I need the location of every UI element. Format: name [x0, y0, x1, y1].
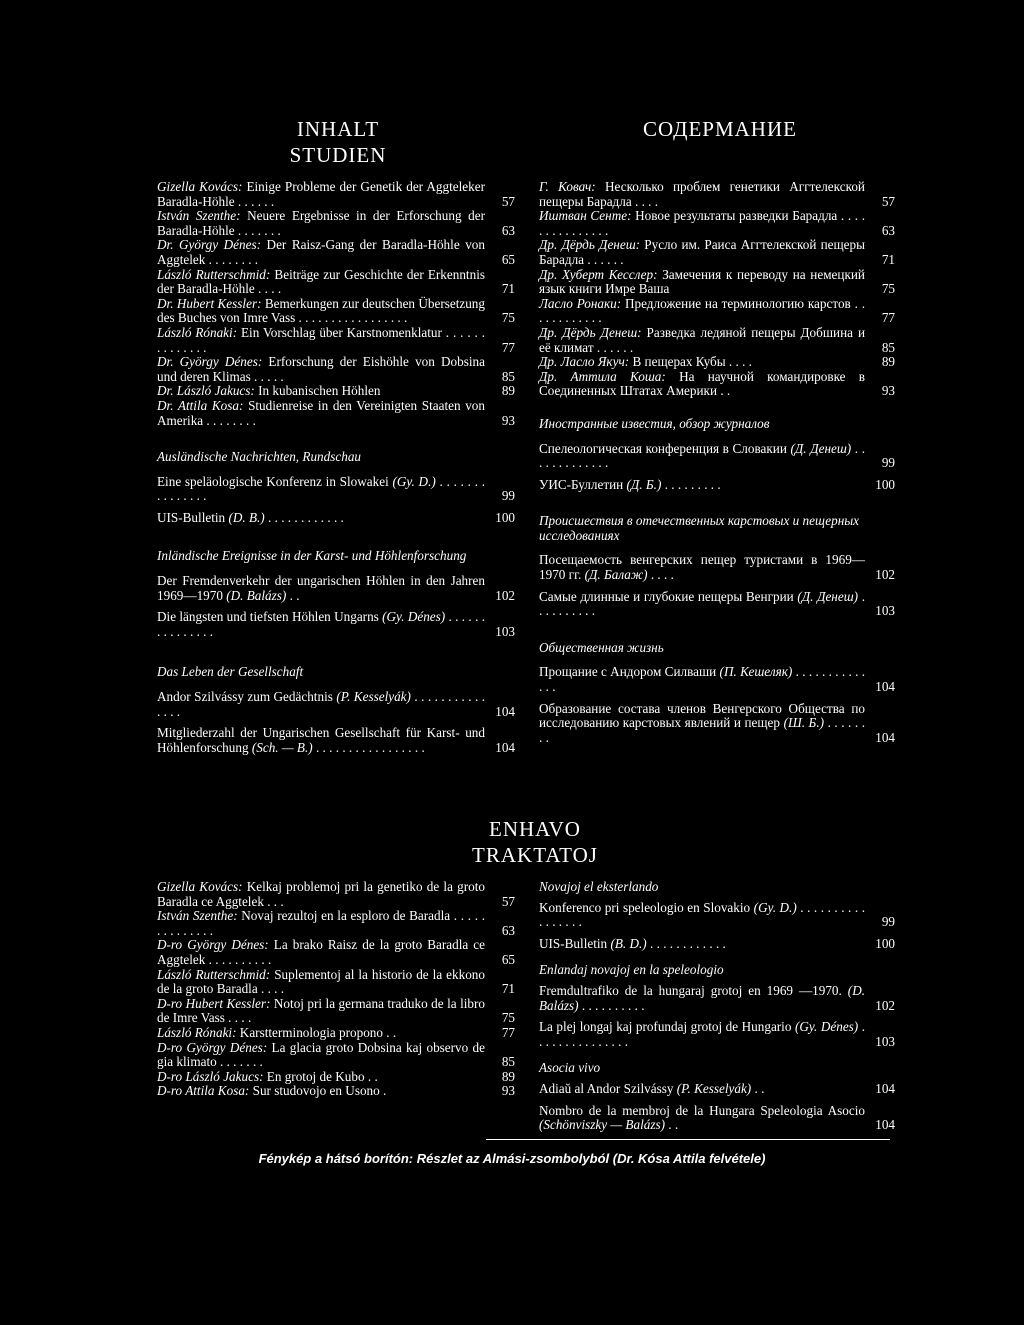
toc-entry-page: 71	[881, 251, 895, 267]
toc-entry-author: László Rutterschmid:	[157, 266, 271, 282]
toc-russian	[539, 180, 895, 745]
toc-entry-page: 100	[875, 935, 895, 951]
toc-entry-title: Mitgliederzahl der Ungarischen Gesellschaft für Karst- und Höhlenforschung	[157, 725, 485, 755]
caption-rule	[486, 1139, 890, 1140]
toc-entry-credit: (Д. Денеш)	[797, 588, 859, 604]
toc-entry-title: Adiaŭ al Andor Szilvássy	[539, 1080, 674, 1096]
toc-entry-page: 71	[501, 981, 515, 997]
toc-entry	[539, 238, 895, 267]
toc-entry-page: 71	[501, 281, 515, 297]
toc-entry	[157, 938, 515, 967]
toc-entry	[157, 574, 515, 603]
toc-entry-page: 65	[501, 951, 515, 967]
toc-entry-title: Образование состава членов Венгерского Общества по исследованию карстовых явлений и пещер	[539, 700, 865, 731]
toc-entry-page: 63	[501, 922, 515, 938]
toc-entry-page: 93	[501, 1083, 515, 1099]
toc-entry-leader: . . . . . . . . . . . . . .	[539, 664, 866, 695]
toc-entry	[157, 475, 515, 504]
heading-inhalt	[256, 116, 420, 168]
toc-entry-page: 77	[501, 1024, 515, 1040]
toc-entry	[539, 553, 895, 582]
toc-entry-author: Др. Хуберт Кесслер:	[539, 266, 658, 282]
toc-entry-author: László Rutterschmid:	[157, 966, 271, 982]
toc-entry-title: Die längsten und tiefsten Höhlen Ungarns	[157, 609, 379, 625]
heading-traktatoj: TRAKTATOJ	[472, 843, 598, 867]
toc-entry-title: Der Raisz-Gang der Baradla-Höhle von Aggtelek . . . . . . . .	[157, 237, 485, 267]
toc-entry-page: 75	[501, 310, 515, 326]
toc-entry-page: 102	[875, 997, 895, 1013]
toc-entry-title: Русло им. Раиса Аггтелекской пещеры Барадла . . . . . .	[539, 237, 865, 267]
toc-entry-credit: (Д. Балаж)	[584, 567, 648, 583]
toc-entry-title: Предложение на терминологию карстов . . . . . . . . . . . .	[539, 295, 865, 326]
toc-entry-author: István Szenthe:	[157, 208, 241, 224]
toc-entry-title: Konferenco pri speleologio en Slovakio	[539, 899, 751, 915]
toc-entry-leader: . .	[289, 587, 300, 603]
toc-entry	[539, 297, 895, 326]
toc-entry	[157, 1041, 515, 1070]
toc-entry	[539, 478, 895, 493]
toc-entry-title: Sur studovojo en Usono .	[252, 1083, 387, 1099]
toc-entry-page: 99	[881, 914, 895, 930]
toc-german-foreign-heading: Ausländische Nachrichten, Rundschau	[157, 449, 362, 465]
toc-entry	[539, 370, 895, 399]
toc-entry-title: Самые длинные и глубокие пещеры Венгрии	[539, 588, 794, 604]
toc-entry-page: 65	[501, 251, 515, 267]
toc-entry	[539, 1104, 895, 1133]
toc-esperanto-foreign	[539, 901, 895, 952]
toc-entry-leader: . . . . . . . . . . . . . . .	[157, 689, 486, 719]
toc-entry	[157, 209, 515, 238]
toc-german-society	[157, 690, 515, 755]
toc-german-domestic-heading: Inländische Ereignisse in der Karst- und Höhlenforschung	[157, 548, 467, 564]
toc-entry-page: 104	[875, 1080, 895, 1096]
toc-entry-title: УИС-Буллетин	[539, 476, 624, 492]
toc-entry-page: 100	[495, 509, 515, 525]
toc-entry	[539, 665, 895, 694]
toc-entry-leader: . . . . . . . . . . . . . . .	[539, 1019, 866, 1049]
toc-entry-page: 89	[501, 1068, 515, 1084]
toc-entry-page: 104	[495, 703, 515, 719]
toc-entry	[539, 1082, 895, 1097]
toc-entry	[157, 997, 515, 1026]
toc-entry-author: László Rónaki:	[157, 1024, 237, 1040]
toc-entry-leader: . . . . . . . . .	[664, 476, 721, 492]
toc-entry-title: La plej longaj kaj profundaj grotoj de Hungario	[539, 1019, 792, 1035]
toc-entry-title: UIS-Bulletin	[539, 935, 608, 951]
toc-entry-author: D-ro Attila Kosa:	[157, 1083, 250, 1099]
toc-entry-credit: (Gy. Dénes)	[794, 1019, 859, 1035]
toc-entry	[539, 901, 895, 930]
toc-entry	[157, 968, 515, 997]
toc-entry-leader: . . . . . . . . . . . .	[268, 509, 344, 525]
toc-entry	[539, 590, 895, 619]
toc-entry-title: Nombro de la membroj de la Hungara Speleologia Asocio	[539, 1102, 865, 1118]
toc-entry-credit: (D. Balázs)	[226, 587, 287, 603]
heading-enhavo	[440, 816, 630, 868]
toc-entry	[157, 909, 515, 938]
toc-entry	[157, 268, 515, 297]
toc-entry-author: Др. Аттила Коша:	[539, 368, 666, 384]
toc-entry-leader: . . . . . . . . . . . .	[650, 935, 726, 951]
toc-entry-credit: (Gy. Dénes)	[382, 609, 446, 625]
toc-entry-leader: . . . . . . . . . . . . . . .	[157, 609, 486, 639]
toc-entry-page: 93	[501, 412, 515, 428]
toc-entry	[157, 690, 515, 719]
toc-entry-credit: (D. B.)	[228, 509, 265, 525]
toc-entry-title: Посещаемость венгерских пещер туристами в 1969—1970 гг.	[539, 552, 865, 583]
toc-entry-title: Studienreise in den Vereinigten Staaten von Amerika . . . . . . . .	[157, 397, 485, 428]
toc-russian-foreign	[539, 442, 895, 493]
toc-entry	[157, 297, 515, 326]
toc-entry-leader: . .	[754, 1080, 765, 1096]
toc-entry-title: Novaj rezultoj en la esploro de Baradla . . . . . . . . . . . . . .	[157, 908, 486, 938]
toc-entry-credit: (Gy. D.)	[753, 899, 797, 915]
toc-entry-leader: . . . .	[650, 567, 674, 583]
toc-entry-author: D-ro Hubert Kessler:	[157, 995, 271, 1011]
toc-entry-page: 100	[875, 476, 895, 492]
toc-entry-author: Др. Ласло Якуч:	[539, 354, 630, 370]
toc-entry-title: Beiträge zur Geschichte der Erkenntnis der Baradla-Höhle . . . .	[157, 266, 485, 297]
toc-russian-society	[539, 665, 895, 745]
toc-entry-page: 57	[501, 893, 515, 909]
toc-entry	[539, 984, 895, 1013]
toc-entry	[157, 326, 515, 355]
toc-entry-page: 102	[875, 567, 895, 583]
toc-russian-foreign-heading: Иностранные известия, обзор журналов	[539, 415, 770, 431]
toc-entry-leader: . . . . . . . . . . . . . . . . .	[539, 899, 865, 930]
toc-entry-author: D-ro György Dénes:	[157, 937, 269, 953]
toc-entry-credit: (Gy. D.)	[392, 473, 436, 489]
toc-entry	[157, 726, 515, 755]
toc-entry-page: 104	[495, 739, 515, 755]
toc-entry-page: 75	[501, 1010, 515, 1026]
toc-entry-page: 103	[875, 1033, 895, 1049]
toc-entry-leader: . . . . . . . . . .	[539, 588, 865, 619]
toc-entry-title: Bemerkungen zur deutschen Übersetzung des Buches von Imre Vass . . . . . . . . . . . . . . . . .	[157, 295, 485, 326]
toc-entry	[539, 326, 895, 355]
toc-entry-page: 57	[501, 193, 515, 209]
toc-esperanto-articles	[157, 880, 515, 1099]
toc-entry	[539, 355, 895, 370]
toc-entry-title: Suplementoj al la historio de la ekkono de la groto Baradla . . . .	[157, 966, 485, 997]
toc-entry-title: Der Fremdenverkehr der ungarischen Höhlen in den Jahren 1969—1970	[157, 573, 485, 603]
toc-entry-author: Ласло Ронаки:	[539, 295, 622, 311]
toc-german	[157, 180, 515, 755]
toc-entry-title: Andor Szilvássy zum Gedächtnis	[157, 689, 333, 705]
toc-entry-author: Dr. Attila Kosa:	[157, 397, 244, 413]
toc-russian-studies	[539, 180, 895, 399]
toc-russian-society-heading: Общественная жизнь	[539, 639, 664, 655]
toc-entry-credit: (B. D.)	[610, 935, 647, 951]
back-cover-caption: Fénykép a hátsó borítón: Részlet az Almási-zsombolyból (Dr. Kósa Attila felvétele)	[258, 1151, 766, 1166]
toc-entry	[539, 937, 895, 952]
toc-entry-title: Neuere Ergebnisse in der Erforschung der Baradla-Höhle . . . . . . .	[157, 208, 486, 238]
toc-entry	[157, 238, 515, 267]
toc-entry-title: Замечения к переводу на немецкий язык книги Имре Ваша	[539, 266, 865, 297]
toc-entry	[539, 268, 895, 297]
toc-entry-page: 85	[881, 339, 895, 355]
toc-entry-author: Gizella Kovács:	[157, 879, 243, 894]
toc-entry-title: Eine speläologische Konferenz in Slowakei	[157, 473, 389, 489]
toc-entry-page: 104	[875, 1117, 895, 1133]
toc-entry-leader: . . . . . . . .	[539, 715, 866, 745]
toc-entry	[157, 1070, 515, 1085]
toc-entry-page: 103	[875, 603, 895, 619]
toc-russian-domestic-heading: Происшествия в отечественных карстовых и пещерных исследованиях	[539, 513, 860, 543]
toc-entry-page: 63	[501, 222, 515, 238]
toc-esperanto-domestic	[539, 984, 895, 1049]
toc-entry	[157, 610, 515, 639]
toc-entry-title: UIS-Bulletin	[157, 509, 226, 525]
heading-soderzhanie: СОДЕРМАНИЕ	[643, 117, 797, 141]
toc-entry-title: Fremdultrafiko de la hungaraj grotoj en 1969 —1970.	[539, 982, 842, 998]
toc-entry	[539, 702, 895, 746]
toc-russian-domestic	[539, 553, 895, 618]
toc-entry-author: László Rónaki:	[157, 324, 238, 340]
toc-entry	[157, 384, 515, 399]
toc-entry	[157, 880, 515, 909]
toc-entry-credit: (Schönviszky — Balázs)	[539, 1117, 665, 1133]
toc-entry-title: Спелеологическая конференция в Словакии	[539, 440, 787, 456]
heading-enhavo-title: ENHAVO	[489, 817, 581, 841]
toc-entry	[157, 355, 515, 384]
toc-entry-credit: (Д. Денеш)	[790, 440, 852, 456]
toc-entry-title: В пещерах Кубы . . . .	[632, 354, 752, 370]
toc-entry-page: 102	[495, 587, 515, 603]
toc-entry-leader: . . . . . . . . . .	[581, 997, 645, 1013]
toc-entry-title: Kelkaj problemoj pri la genetiko de la groto Baradla ce Aggtelek . . .	[157, 879, 486, 909]
toc-entry-title: Прощание с Андором Силваши	[539, 664, 717, 680]
toc-german-society-heading: Das Leben der Gesellschaft	[157, 664, 304, 680]
toc-entry-page: 85	[501, 1054, 515, 1070]
heading-inhalt-title: INHALT	[296, 117, 380, 141]
toc-entry-title: На научной командировке в Соединенных Штатах Америки . .	[539, 368, 866, 399]
toc-esperanto-news	[539, 880, 895, 1133]
toc-entry-author: Г. Ковач:	[539, 179, 596, 194]
toc-entry-title: La glacia groto Dobsina kaj observo de gia klimato . . . . . . .	[157, 1039, 485, 1070]
toc-entry-title: La brako Raisz de la groto Baradla ce Aggtelek . . . . . . . . . .	[157, 937, 486, 967]
toc-entry-title: Несколько проблем генетики Аггтелекской пещеры Барадла . . . .	[539, 179, 865, 209]
toc-entry-author: D-ro László Jakucs:	[157, 1068, 264, 1084]
toc-entry-page: 77	[881, 310, 895, 326]
toc-entry-page: 103	[495, 623, 515, 639]
toc-entry-title: En grotoj de Kubo . .	[266, 1068, 378, 1084]
toc-entry-page: 85	[501, 368, 515, 384]
toc-entry-title: Notoj pri la germana traduko de la libro de Imre Vass . . . .	[157, 995, 485, 1026]
toc-entry-page: 57	[881, 193, 895, 209]
toc-entry-leader: . . . . . . . . . . . . .	[539, 440, 865, 471]
toc-entry-leader: . .	[668, 1117, 679, 1133]
toc-entry-author: Dr. György Dénes:	[157, 237, 261, 253]
toc-german-domestic	[157, 574, 515, 639]
toc-entry	[539, 209, 895, 238]
heading-studien: STUDIEN	[289, 143, 387, 167]
toc-entry	[539, 1020, 895, 1049]
toc-entry-page: 99	[501, 488, 515, 504]
toc-entry-author: D-ro György Dénes:	[157, 1039, 268, 1055]
toc-entry-title: Новое результаты разведки Барадла . . . . . . . . . . . . . . .	[539, 208, 865, 238]
toc-entry-author: Иштван Сенте:	[539, 208, 632, 224]
toc-german-studies	[157, 180, 515, 428]
toc-entry-page: 99	[881, 455, 895, 471]
toc-entry-author: Dr. György Dénes:	[157, 354, 263, 370]
toc-entry-title: In kubanischen Höhlen	[258, 383, 381, 399]
toc-entry-page: 63	[881, 222, 895, 238]
toc-entry-page: 104	[875, 679, 895, 695]
toc-entry	[157, 180, 515, 209]
toc-entry-credit: (Sch. — B.)	[251, 739, 313, 755]
toc-entry-leader: . . . . . . . . . . . . . . .	[157, 473, 486, 504]
toc-entry-credit: (Д. Б.)	[626, 476, 662, 492]
toc-german-foreign	[157, 475, 515, 526]
toc-entry-title: Karstterminologia propono . .	[239, 1024, 397, 1040]
toc-esperanto-society	[539, 1082, 895, 1133]
toc-entry-author: Gizella Kovács:	[157, 179, 243, 194]
toc-entry	[157, 399, 515, 428]
toc-entry-page: 89	[881, 354, 895, 370]
toc-entry-credit: (П. Кешеляк)	[719, 664, 793, 680]
toc-entry	[539, 180, 895, 209]
toc-entry-credit: (P. Kesselyák)	[676, 1080, 752, 1096]
toc-entry-title: Разведка ледяной пещеры Добшина и её климат . . . . . .	[539, 324, 866, 355]
toc-entry-author: Др. Дёрдь Денеш:	[539, 324, 642, 340]
toc-entry-title: Erforschung der Eishöhle von Dobsina und deren Klimas . . . . .	[157, 354, 485, 384]
toc-entry-author: Др. Дёрдь Денеш:	[539, 237, 641, 253]
toc-entry-title: Ein Vorschlag über Karstnomenklatur . . . . . . . . . . . . . .	[157, 324, 485, 355]
toc-entry-page: 77	[501, 339, 515, 355]
toc-entry	[157, 1026, 515, 1041]
toc-entry	[157, 1084, 515, 1099]
toc-entry-page: 89	[501, 383, 515, 399]
toc-entry-page: 104	[875, 729, 895, 745]
toc-entry-page: 75	[881, 281, 895, 297]
toc-entry-author: István Szenthe:	[157, 908, 238, 924]
toc-esperanto-studies	[157, 880, 515, 1099]
toc-entry-author: Dr. László Jakucs:	[157, 383, 255, 399]
toc-entry	[157, 511, 515, 526]
toc-entry-author: Dr. Hubert Kessler:	[157, 295, 262, 311]
toc-entry-credit: (Ш. Б.)	[783, 715, 825, 731]
toc-entry	[539, 442, 895, 471]
toc-esperanto-society-heading: Asocia vivo	[539, 1060, 601, 1076]
toc-entry-leader: . . . . . . . . . . . . . . . . .	[315, 739, 425, 755]
toc-entry-credit: (D. Balázs)	[539, 982, 866, 1013]
toc-esperanto-foreign-heading: Novajoj el eksterlando	[539, 879, 659, 894]
toc-entry-page: 93	[881, 383, 895, 399]
toc-esperanto-domestic-heading: Enlandaj novajoj en la speleologio	[539, 962, 724, 978]
toc-entry-credit: (P. Kesselyák)	[336, 689, 411, 705]
toc-entry-title: Einige Probleme der Genetik der Aggteleker Baradla-Höhle . . . . . .	[157, 179, 485, 209]
